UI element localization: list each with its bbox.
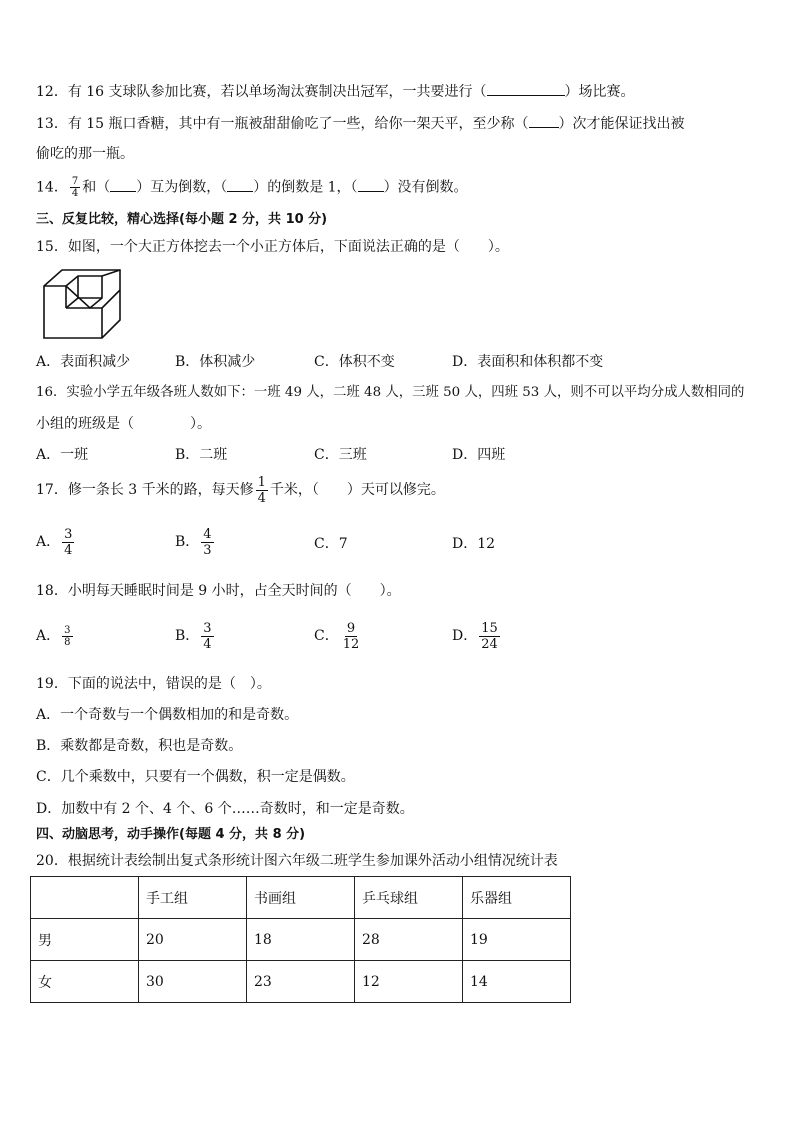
option-fraction (201, 527, 213, 558)
question-12 (36, 81, 635, 102)
fraction-numerator: 7 (71, 176, 79, 187)
table-header-cell: 乐器组 (463, 877, 571, 919)
cube-edge (102, 290, 120, 308)
option-label: B． (175, 628, 200, 644)
q19-option-b[interactable]: B．乘数都是奇数，积也是奇数。 (36, 738, 243, 754)
fraction-denominator: 4 (257, 490, 266, 506)
q14-prefix: 14． (36, 179, 68, 196)
q15-option-a[interactable]: A．表面积减少 (36, 354, 131, 370)
table-row (31, 919, 571, 961)
q14-text-1: 和（ (82, 179, 111, 196)
q17-text-b: 千米，（ ）天可以修完。 (269, 482, 445, 498)
q18-option-b[interactable] (175, 618, 216, 654)
q17-option-b[interactable] (175, 524, 216, 560)
q15-option-b[interactable]: B．体积减少 (175, 354, 256, 370)
fraction-denominator: 4 (71, 188, 79, 199)
table-cell: 男 (31, 919, 139, 961)
q19-option-a[interactable]: A．一个奇数与一个偶数相加的和是奇数。 (36, 707, 299, 723)
option-fraction (201, 621, 213, 652)
question-18: 18．小明每天睡眠时间是 9 小时，占全天时间的（ ）。 (36, 583, 401, 599)
fraction-numerator: 15 (481, 620, 498, 636)
fraction-denominator: 4 (203, 636, 212, 652)
q18-option-d[interactable] (452, 618, 502, 654)
q13-text-b: ）次才能保证找出被 (558, 116, 685, 132)
fraction-denominator: 12 (342, 636, 360, 652)
table-cell: 28 (355, 919, 463, 961)
q19-option-c[interactable]: C．几个乘数中，只要有一个偶数，积一定是偶数。 (36, 769, 355, 785)
table-cell: 14 (463, 961, 571, 1003)
section-3-heading: 三、反复比较，精心选择(每小题 2 分，共 10 分) (36, 212, 328, 227)
q14-text-4: ）没有倒数。 (383, 179, 468, 196)
option-label: B． (175, 534, 200, 550)
q17-option-a[interactable] (36, 524, 76, 560)
table-header-cell: 乒乓球组 (355, 877, 463, 919)
large-cube-outline (44, 270, 120, 338)
table-cell: 12 (355, 961, 463, 1003)
option-fraction (341, 621, 362, 652)
fraction-denominator: 24 (481, 636, 498, 652)
answer-blank[interactable] (487, 81, 565, 96)
fraction-numerator: 3 (64, 526, 73, 542)
q14-text-3: ）的倒数是 1，（ (253, 179, 358, 196)
q17-fraction (256, 475, 268, 506)
answer-blank[interactable] (358, 177, 384, 192)
question-16-line-1: 16．实验小学五年级各班人数如下：一班 49 人，二班 48 人，三班 50 人，四班 53 人，则不可以平均分成人数相同的 (36, 385, 745, 400)
table-header-cell: 手工组 (139, 877, 247, 919)
table-cell: 19 (463, 919, 571, 961)
option-label: D． (452, 628, 478, 644)
q18-option-c[interactable] (314, 618, 363, 654)
fraction-denominator: 3 (203, 542, 212, 558)
q14-text-2: ）互为倒数，（ (136, 179, 228, 196)
fraction-numerator: 3 (64, 624, 71, 636)
fraction-numerator: 9 (346, 620, 356, 636)
fraction-numerator: 4 (203, 526, 212, 542)
section-4-heading: 四、动脑思考，动手操作(每题 4 分，共 8 分) (36, 827, 306, 842)
table-header-row (31, 877, 571, 919)
notch-edge (66, 298, 78, 308)
q17-text-a: 17．修一条长 3 千米的路，每天修 (36, 482, 254, 498)
q18-option-a[interactable] (36, 618, 75, 654)
fraction-numerator: 1 (257, 474, 266, 490)
option-fraction (62, 625, 72, 648)
question-13-line-1 (36, 113, 685, 134)
option-label: A． (36, 534, 61, 550)
q12-text-a: 12．有 16 支球队参加比赛，若以单场淘汰赛制决出冠军，一共要进行（ (36, 84, 487, 100)
q19-option-d[interactable]: D．加数中有 2 个、4 个、6 个……奇数时，和一定是奇数。 (36, 801, 414, 817)
table-header-cell (31, 877, 139, 919)
option-label: C． (314, 628, 339, 644)
q12-text-b: ）场比赛。 (564, 84, 635, 100)
q15-option-d[interactable]: D．表面积和体积都不变 (452, 354, 604, 370)
table-header-cell: 书画组 (247, 877, 355, 919)
question-16-line-2: 小组的班级是（ ）。 (36, 416, 211, 432)
option-fraction (479, 621, 500, 652)
question-14 (36, 176, 468, 199)
statistics-table (30, 876, 571, 1003)
table-cell: 23 (247, 961, 355, 1003)
answer-blank[interactable] (110, 177, 136, 192)
answer-blank[interactable] (227, 177, 253, 192)
q17-option-d[interactable]: D．12 (452, 536, 496, 552)
option-fraction (62, 527, 74, 558)
q16-option-a[interactable]: A．一班 (36, 447, 89, 463)
cube-figure (42, 268, 122, 340)
fraction-denominator: 8 (64, 636, 71, 648)
fraction-denominator: 4 (64, 542, 73, 558)
fraction-numerator: 3 (203, 620, 212, 636)
q13-text-a: 13．有 15 瓶口香糖，其中有一瓶被甜甜偷吃了一些，给你一架天平，至少称（ (36, 116, 529, 132)
option-label: A． (36, 628, 61, 644)
q16-option-c[interactable]: C．三班 (314, 447, 367, 463)
q16-option-d[interactable]: D．四班 (452, 447, 506, 463)
question-15: 15．如图，一个大正方体挖去一个小正方体后，下面说法正确的是（ ）。 (36, 239, 509, 255)
q14-fraction (70, 176, 80, 199)
q16-option-b[interactable]: B．二班 (175, 447, 228, 463)
question-20: 20．根据统计表绘制出复式条形统计图六年级二班学生参加课外活动小组情况统计表 (36, 853, 558, 869)
q17-option-c[interactable]: C．7 (314, 536, 348, 552)
question-19: 19．下面的说法中，错误的是（ ）。 (36, 676, 271, 692)
q15-option-c[interactable]: C．体积不变 (314, 354, 395, 370)
table-cell: 18 (247, 919, 355, 961)
table-cell: 女 (31, 961, 139, 1003)
table-row (31, 961, 571, 1003)
answer-blank[interactable] (529, 113, 559, 128)
notch-edge (102, 270, 120, 276)
question-17 (36, 472, 445, 508)
question-13-line-2: 偷吃的那一瓶。 (36, 146, 134, 162)
table-cell: 20 (139, 919, 247, 961)
table-cell: 30 (139, 961, 247, 1003)
